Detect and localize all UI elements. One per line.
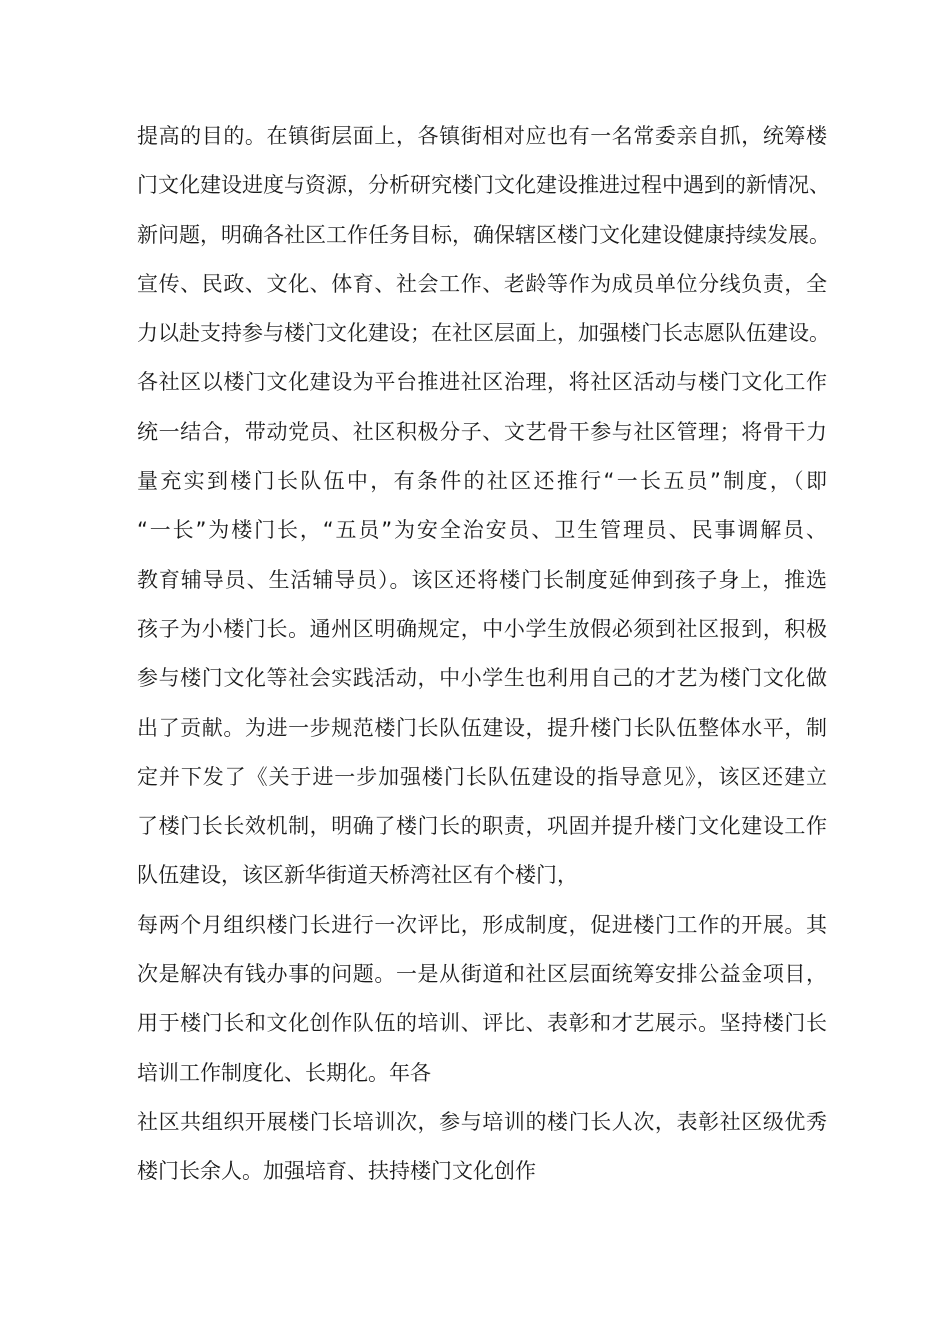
- text-line: “一长”为楼门长，“五员”为安全治安员、卫生管理员、民事调解员、: [137, 518, 827, 543]
- text-line: 提高的目的。在镇街层面上，各镇街相对应也有一名常委亲自抓，统筹楼: [137, 124, 827, 148]
- text-line: 新问题，明确各社区工作任务目标，确保辖区楼门文化建设健康持续发展。: [137, 222, 830, 247]
- text-line: 队伍建设，该区新华街道天桥湾社区有个楼门，: [137, 863, 578, 888]
- text-line: 各社区以楼门文化建设为平台推进社区治理，将社区活动与楼门文化工作: [137, 370, 827, 395]
- text-line: 孩子为小楼门长。通州区明确规定，中小学生放假必须到社区报到，积极: [137, 616, 827, 641]
- text-line: 教育辅导员、生活辅导员）。该区还将楼门长制度延伸到孩子身上，推选: [137, 567, 827, 592]
- text-line: 门文化建设进度与资源，分析研究楼门文化建设推进过程中遇到的新情况、: [137, 173, 830, 198]
- text-line: 培训工作制度化、长期化。年各: [137, 1060, 431, 1085]
- text-line: 力以赴支持参与楼门文化建设；在社区层面上，加强楼门长志愿队伍建设。: [137, 321, 830, 346]
- text-line: 统一结合，带动党员、社区积极分子、文艺骨干参与社区管理；将骨干力: [137, 419, 827, 444]
- text-line: 定并下发了《关于进一步加强楼门长队伍建设的指导意见》，该区还建立: [137, 764, 827, 789]
- text-line: 用于楼门长和文化创作队伍的培训、评比、表彰和才艺展示。坚持楼门长: [137, 1011, 827, 1036]
- text-line: 量充实到楼门长队伍中，有条件的社区还推行“一长五员”制度，（即: [137, 469, 827, 494]
- text-line: 了楼门长长效机制，明确了楼门长的职责，巩固并提升楼门文化建设工作: [137, 814, 827, 839]
- body-text: [137, 116, 830, 1201]
- text-line: 参与楼门文化等社会实践活动，中小学生也利用自己的才艺为楼门文化做: [137, 666, 827, 691]
- text-line: 社区共组织开展楼门长培训次，参与培训的楼门长人次，表彰社区级优秀: [137, 1109, 827, 1134]
- text-line: 楼门长余人。加强培育、扶持楼门文化创作: [137, 1159, 536, 1184]
- text-line: 宣传、民政、文化、体育、社会工作、老龄等作为成员单位分线负责，全: [137, 271, 827, 296]
- text-line: 出了贡献。为进一步规范楼门长队伍建设，提升楼门长队伍整体水平，制: [137, 715, 827, 740]
- text-line: 次是解决有钱办事的问题。一是从街道和社区层面统筹安排公益金项目，: [137, 962, 827, 987]
- text-line: 每两个月组织楼门长进行一次评比，形成制度，促进楼门工作的开展。其: [137, 912, 827, 937]
